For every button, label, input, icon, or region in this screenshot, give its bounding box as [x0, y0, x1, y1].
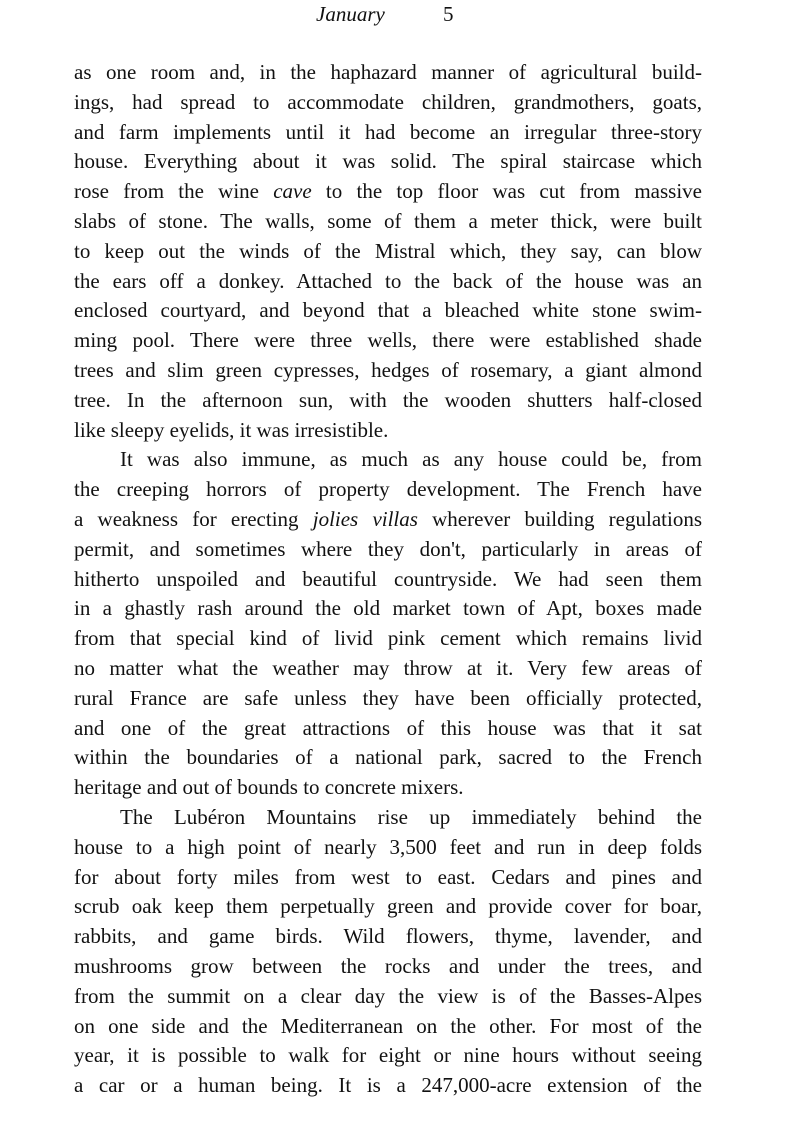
italic-word: cave	[273, 179, 312, 204]
text-line: ings, had spread to accommodate children, grandmothers, goats,	[74, 89, 702, 114]
text-line: and farm implements until it had become an irregular three-story	[74, 119, 702, 144]
text-line: within the boundaries of a national park, sacred to the French	[74, 745, 702, 770]
text-segment: to the top floor was cut from massive	[311, 179, 702, 204]
text-line: trees and slim green cypresses, hedges of rosemary, a giant almond	[74, 357, 702, 382]
text-line: and one of the great attractions of this house was that it sat	[74, 715, 702, 740]
text-line: mushrooms grow between the rocks and under the trees, and	[74, 953, 702, 978]
text-line: rabbits, and game birds. Wild flowers, thyme, lavender, and	[74, 924, 702, 949]
text-line: the creeping horrors of property development. The French have	[74, 477, 702, 502]
text-line: slabs of stone. The walls, some of them a meter thick, were built	[74, 208, 702, 233]
text-line	[74, 505, 702, 535]
text-line: as one room and, in the haphazard manner of agricultural build-	[74, 60, 702, 84]
text-line: to keep out the winds of the Mistral which, they say, can blow	[74, 238, 702, 263]
text-line: house to a high point of nearly 3,500 feet and run in deep folds	[74, 834, 702, 859]
running-head	[0, 0, 800, 30]
text-line: in a ghastly rash around the old market town of Apt, boxes made	[74, 596, 702, 621]
text-line: from the summit on a clear day the view is of the Basses-Alpes	[74, 983, 702, 1008]
chapter-title: January	[316, 2, 385, 26]
text-line: from that special kind of livid pink cement which remains livid	[74, 626, 702, 651]
text-segment: rose from the wine	[74, 179, 274, 204]
text-line: for about forty miles from west to east. Cedars and pines and	[74, 864, 702, 889]
body-text	[74, 58, 702, 1101]
text-line: rural France are safe unless they have been officially protected,	[74, 685, 702, 710]
text-line: a car or a human being. It is a 247,000-acre extension of the	[74, 1073, 702, 1098]
text-line: no matter what the weather may throw at it. Very few areas of	[74, 655, 702, 680]
page-number: 5	[443, 2, 454, 26]
text-line: like sleepy eyelids, it was irresistible.	[74, 417, 389, 442]
text-line: It was also immune, as much as any house could be, from	[120, 447, 702, 472]
text-line: year, it is possible to walk for eight or nine hours without seeing	[74, 1043, 702, 1068]
text-segment: a weakness for erecting	[74, 506, 313, 531]
text-segment: wherever building regulations	[417, 506, 702, 531]
text-line: on one side and the Mediterranean on the other. For most of the	[74, 1013, 702, 1038]
text-line: ming pool. There were three wells, there were established shade	[74, 328, 702, 353]
text-line: tree. In the afternoon sun, with the wooden shutters half-closed	[74, 387, 702, 412]
text-line: house. Everything about it was solid. The spiral staircase which	[74, 149, 702, 174]
text-line: enclosed courtyard, and beyond that a bleached white stone swim-	[74, 298, 702, 323]
text-line: heritage and out of bounds to concrete mixers.	[74, 775, 464, 800]
italic-phrase: jolies villas	[312, 506, 418, 531]
text-line: scrub oak keep them perpetually green and provide cover for boar,	[74, 894, 702, 919]
text-line: permit, and sometimes where they don't, particularly in areas of	[74, 536, 702, 561]
text-line: hitherto unspoiled and beautiful countryside. We had seen them	[74, 566, 702, 591]
text-line: the ears off a donkey. Attached to the back of the house was an	[74, 268, 702, 293]
text-line	[74, 177, 702, 207]
text-line: The Lubéron Mountains rise up immediately behind the	[120, 804, 702, 829]
